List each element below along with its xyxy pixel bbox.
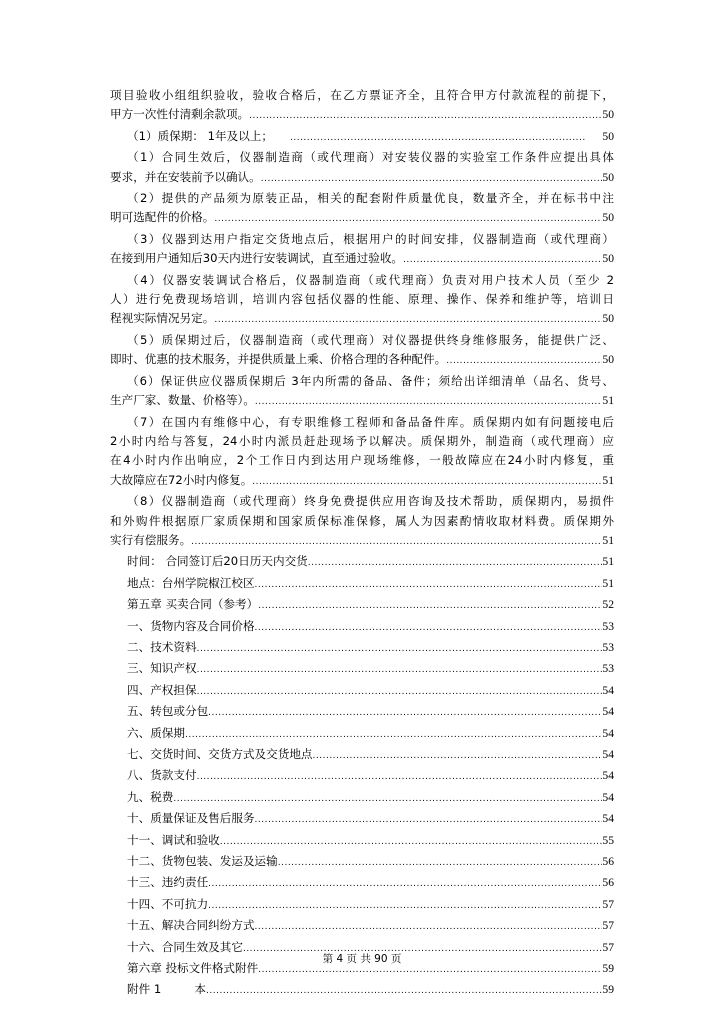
dot-leader <box>249 107 602 126</box>
table-of-contents <box>110 86 614 1002</box>
toc-entry-text: 时间： 合同签订后20日历天内交货 <box>127 554 308 569</box>
dot-leader <box>208 875 602 894</box>
toc-entry[interactable] <box>110 552 614 573</box>
toc-entry[interactable] <box>110 809 614 830</box>
dot-leader <box>191 533 602 552</box>
toc-entry[interactable] <box>110 148 614 189</box>
dot-leader <box>197 661 603 680</box>
toc-entry[interactable] <box>110 189 614 230</box>
toc-entry-text: （2）提供的产品须为原装正品，相关的配套附件质量优良，数量齐全，并在标书中注 <box>127 191 614 206</box>
toc-entry[interactable] <box>110 230 614 271</box>
toc-entry-text: 附件 1 本 <box>127 982 207 997</box>
dot-leader <box>255 811 603 830</box>
toc-entry-text: （1）质保期： 1年及以上； <box>127 128 273 143</box>
toc-entry-text: 十、质量保证及售后服务 <box>127 811 255 826</box>
toc-page-number: 56 <box>602 876 614 890</box>
toc-entry-text: （8）仪器制造商（或代理商）终身免费提供应用咨询及技术帮助，质保期内，易损件 <box>127 494 614 509</box>
toc-entry-text: 十二、货物包装、发运及运输 <box>127 854 278 869</box>
dot-leader <box>208 897 602 916</box>
toc-page-number: 53 <box>602 662 614 676</box>
toc-entry[interactable] <box>110 127 614 148</box>
toc-page-number: 52 <box>602 598 614 612</box>
toc-entry-text: （1）合同生效后，仪器制造商（或代理商）对安装仪器的实验室工作条件应提出具体 <box>127 150 614 165</box>
toc-entry[interactable] <box>110 745 614 766</box>
dot-leader <box>220 833 603 852</box>
toc-entry[interactable] <box>110 873 614 894</box>
toc-entry-text: 大故障应在72小时内修复。 <box>110 472 253 487</box>
toc-entry-text: 甲方一次性付清剩余款项。 <box>110 107 250 122</box>
toc-entry-text: （6）保证供应仪器质保期后 3年内所需的备品、备件；须给出详细清单（品名、货号、 <box>127 373 614 388</box>
toc-entry[interactable] <box>110 86 614 127</box>
toc-entry-text: 生产厂家、数量、价格等）。 <box>110 393 255 408</box>
toc-entry[interactable] <box>110 980 614 1001</box>
toc-entry-text: 和外购件根据原厂家质保期和国家质保标准保修，属人为因素酌情收取材料费。质保期外 <box>110 513 614 528</box>
toc-entry-text: 在接到用户通知后30天内进行安装调试，直至通过验收。 <box>110 251 404 266</box>
toc-entry-text: 四、产权担保 <box>127 682 197 697</box>
toc-entry-text: 实行有偿服务。 <box>110 532 192 547</box>
dot-leader <box>255 576 603 595</box>
toc-entry[interactable] <box>110 852 614 873</box>
toc-entry[interactable] <box>110 788 614 809</box>
toc-page-number: 50 <box>602 108 614 122</box>
dot-leader <box>446 352 602 371</box>
dot-leader <box>255 918 603 937</box>
toc-page-number: 59 <box>602 962 614 976</box>
toc-entry-text: 第五章 买卖合同（参考） <box>127 597 259 612</box>
dot-leader <box>273 129 585 148</box>
toc-entry-text: 十四、不可抗力 <box>127 896 209 911</box>
toc-page-number: 54 <box>602 769 614 783</box>
toc-entry-text: 程视实际情况另定。 <box>110 311 215 326</box>
toc-page-number: 50 <box>602 211 614 225</box>
dot-leader <box>208 704 602 723</box>
toc-entry[interactable] <box>110 638 614 659</box>
toc-entry[interactable] <box>110 702 614 723</box>
toc-entry-text: 项目验收小组组织验收，验收合格后，在乙方票证齐全，且符合甲方付款流程的前提下， <box>110 88 614 102</box>
toc-entry-text: 要求，并在安装前予以确认。 <box>110 169 261 184</box>
dot-leader <box>197 768 603 787</box>
toc-entry-text: 十一、调试和验收 <box>127 832 220 847</box>
toc-page-number: 51 <box>602 533 614 547</box>
toc-page-number: 54 <box>602 748 614 761</box>
toc-entry-text: （4）仪器安装调试合格后，仪器制造商（或代理商）负责对用户技术人员（至少 2 <box>127 272 614 287</box>
toc-entry-text: 十五、解决合同纠纷方式 <box>127 918 255 933</box>
toc-entry[interactable] <box>110 413 614 493</box>
toc-page-number: 56 <box>602 855 614 869</box>
toc-page-number: 50 <box>602 312 614 326</box>
toc-page-number: 54 <box>602 812 614 826</box>
toc-entry-text: 十六、合同生效及其它 <box>127 939 243 954</box>
toc-entry-text: 二、技术资料 <box>127 639 197 654</box>
toc-entry[interactable] <box>110 659 614 680</box>
toc-entry-text: 第六章 投标文件格式附件 <box>127 961 259 976</box>
toc-entry[interactable] <box>110 916 614 937</box>
toc-page-number: 54 <box>602 705 614 719</box>
toc-entry-text: 九、税费 <box>127 789 174 804</box>
toc-page-number: 53 <box>602 640 614 654</box>
toc-page-number: 50 <box>602 170 614 184</box>
toc-entry[interactable] <box>110 617 614 638</box>
toc-entry[interactable] <box>110 895 614 916</box>
dot-leader <box>278 854 603 873</box>
toc-entry-text: 地点：台州学院椒江校区 <box>127 575 255 590</box>
toc-entry-text: 人）进行免费现场培训，培训内容包括仪器的性能、原理、操作、保养和维护等，培训日 <box>110 292 614 307</box>
dot-leader <box>255 619 603 638</box>
toc-entry[interactable] <box>110 372 614 413</box>
dot-leader <box>197 683 603 702</box>
dot-leader <box>197 640 603 659</box>
toc-page-number: 57 <box>602 919 614 933</box>
dot-leader <box>255 393 602 412</box>
toc-entry-text: 十三、违约责任 <box>127 875 209 890</box>
toc-page-number: 54 <box>602 726 614 740</box>
toc-entry[interactable] <box>110 595 614 616</box>
toc-entry[interactable] <box>110 766 614 787</box>
toc-entry[interactable] <box>110 271 614 331</box>
toc-entry-text: 2小时内给与答复，24小时内派员赶赴现场予以解决。质保期外，制造商（或代理商）应 <box>110 433 614 448</box>
toc-page-number: 51 <box>602 473 614 487</box>
toc-page-number: 57 <box>602 897 614 911</box>
dot-leader <box>185 726 602 745</box>
toc-entry[interactable] <box>110 724 614 745</box>
toc-entry-text: 六、质保期 <box>127 725 185 740</box>
dot-leader <box>258 597 602 616</box>
dot-leader <box>308 554 603 573</box>
toc-page-number: 50 <box>602 353 614 367</box>
toc-page-number: 54 <box>602 790 614 804</box>
toc-entry[interactable] <box>110 831 614 852</box>
dot-leader <box>403 251 602 270</box>
toc-page-number: 55 <box>602 833 614 847</box>
toc-page-number: 50 <box>602 129 614 143</box>
toc-entry-text: 三、知识产权 <box>127 661 197 676</box>
toc-page-number: 53 <box>602 619 614 633</box>
dot-leader <box>206 982 602 1001</box>
toc-page-number: 59 <box>602 983 614 997</box>
toc-entry-text: 七、交货时间、交货方式及交货地点 <box>127 747 313 761</box>
toc-entry-text: （3）仪器到达用户指定交货地点后，根据用户的时间安排，仪器制造商（或代理商） <box>127 231 614 246</box>
toc-page-number: 51 <box>602 555 614 569</box>
dot-leader <box>252 473 602 492</box>
dot-leader <box>214 311 602 330</box>
page-footer: 第 4 页 共 90 页 <box>322 953 402 965</box>
toc-entry[interactable] <box>110 681 614 702</box>
dot-leader <box>214 210 602 229</box>
toc-entry[interactable] <box>110 331 614 372</box>
toc-entry-text: 一、货物内容及合同价格 <box>127 618 255 633</box>
toc-entry-text: 五、转包或分包 <box>127 704 209 719</box>
dot-leader <box>313 747 603 766</box>
toc-entry-text: （7）在国内有维修中心，有专职维修工程师和备品备件库。质保期内如有问题接电后 <box>127 414 614 429</box>
toc-entry[interactable] <box>110 574 614 595</box>
dot-leader <box>173 790 602 809</box>
toc-page-number: 57 <box>602 940 614 954</box>
toc-entry-text: 八、货款支付 <box>127 768 197 783</box>
toc-page-number: 51 <box>602 576 614 590</box>
toc-page-number: 54 <box>602 683 614 697</box>
toc-entry-text: 明可选配件的价格。 <box>110 210 215 225</box>
toc-entry[interactable] <box>110 492 614 552</box>
toc-page-number: 51 <box>602 394 614 408</box>
toc-entry-text: 在4小时内作出响应，2个工作日内到达用户现场维修，一般故障应在24小时内修复，重 <box>110 453 614 468</box>
toc-page-number: 50 <box>602 252 614 266</box>
toc-entry-text: （5）质保期过后，仪器制造商（或代理商）对仪器提供终身维修服务，能提供广泛、 <box>127 332 614 347</box>
toc-entry-text: 即时、优惠的技术服务，并提供质量上乘、价格合理的各种配件。 <box>110 352 447 367</box>
dot-leader <box>261 170 603 189</box>
